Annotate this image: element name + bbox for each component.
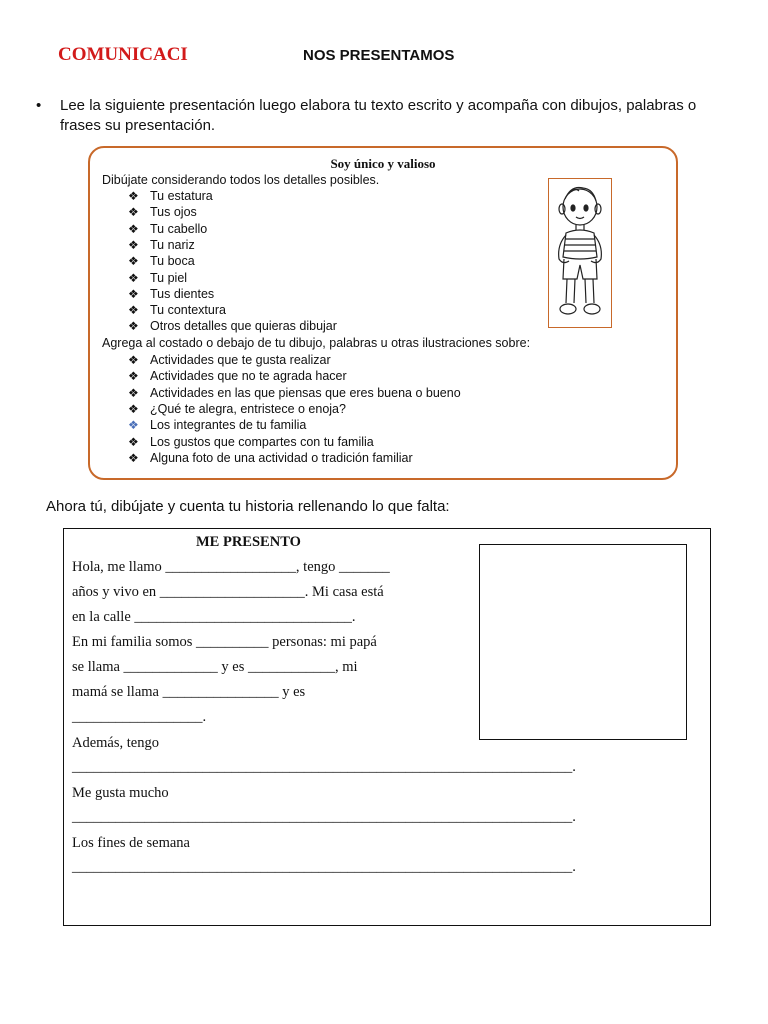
topic-item: ¿Qué te alegra, entristece o enoja? <box>150 401 346 416</box>
form-line: Además, tengo <box>72 735 159 751</box>
box-title: Soy único y valioso <box>330 156 436 171</box>
child-drawing-icon <box>549 179 611 327</box>
bullet-diamond-icon: ❖ <box>128 189 139 203</box>
form-line: en la calle ______________________________. <box>72 609 356 625</box>
form-line: Los fines de semana <box>72 835 190 851</box>
bullet-dot: • <box>36 97 42 114</box>
child-illustration <box>548 178 612 328</box>
instruction-text: Lee la siguiente presentación luego elabora tu texto escrito y acompaña con dibujos, palabras o frases su presentación. <box>60 97 697 134</box>
form-line: mamá se llama ________________ y es <box>72 684 306 700</box>
topic-item: Actividades que te gusta realizar <box>150 353 331 367</box>
form-line: Me gusta mucho <box>72 785 169 801</box>
topic-item: Actividades en las que piensas que eres buena o bueno <box>150 385 461 400</box>
detail-item: Tu contextura <box>150 303 226 318</box>
bullet-diamond-icon: ❖ <box>128 286 139 301</box>
box-intro-2: Agrega al costado o debajo de tu dibujo, palabras u otras ilustraciones sobre: <box>102 336 531 350</box>
subject-heading: COMUNICACI <box>58 44 188 65</box>
bullet-diamond-icon: ❖ <box>128 353 139 367</box>
bullet-diamond-icon: ❖ <box>128 450 139 465</box>
bullet-diamond-icon: ❖ <box>128 385 139 400</box>
bullet-diamond-icon: ❖ <box>128 270 139 285</box>
form-line: _____________________________________________________________________. <box>72 759 576 775</box>
bullet-diamond-icon: ❖ <box>128 418 139 433</box>
form-title: ME PRESENTO <box>196 534 301 550</box>
form-line: Hola, me llamo __________________, tengo _______ <box>72 559 390 575</box>
topic-item: Alguna foto de una actividad o tradición familiar <box>150 450 413 465</box>
detail-item: Tu cabello <box>150 221 208 236</box>
topic-item: Actividades que no te agrada hacer <box>150 369 347 384</box>
bullet-diamond-icon: ❖ <box>128 401 139 416</box>
box-intro: Dibújate considerando todos los detalles posibles. <box>102 173 380 187</box>
info-box <box>88 146 678 480</box>
detail-item: Tu nariz <box>150 237 195 252</box>
instruction-paragraph <box>36 96 726 136</box>
bullet-diamond-icon: ❖ <box>128 434 139 449</box>
topic-item: Los gustos que compartes con tu familia <box>150 434 374 449</box>
bullet-diamond-icon: ❖ <box>128 319 139 334</box>
form-line: _____________________________________________________________________. <box>72 809 576 825</box>
form-line: _____________________________________________________________________. <box>72 859 576 875</box>
topic-item: Los integrantes de tu familia <box>150 418 307 433</box>
prompt-text: Ahora tú, dibújate y cuenta tu historia rellenando lo que falta: <box>46 498 450 515</box>
drawing-box[interactable] <box>479 544 687 740</box>
bullet-diamond-icon: ❖ <box>128 369 139 384</box>
bullet-diamond-icon: ❖ <box>128 237 139 252</box>
bullet-diamond-icon: ❖ <box>128 221 139 236</box>
form-line: años y vivo en ____________________. Mi casa está <box>72 584 384 600</box>
page-title: NOS PRESENTAMOS <box>303 47 455 64</box>
detail-item: Tu piel <box>150 270 188 285</box>
detail-item: Tus ojos <box>150 205 197 220</box>
form-line: __________________. <box>72 709 207 725</box>
form-line: se llama _____________ y es ____________, mi <box>72 659 358 675</box>
detail-item: Tu boca <box>150 254 195 269</box>
bullet-diamond-icon: ❖ <box>128 303 139 318</box>
detail-item: Tus dientes <box>150 286 215 301</box>
bullet-diamond-icon: ❖ <box>128 205 139 220</box>
detail-item: Otros detalles que quieras dibujar <box>150 319 337 334</box>
detail-item: Tu estatura <box>150 189 213 203</box>
bullet-diamond-icon: ❖ <box>128 254 139 269</box>
form-line: En mi familia somos __________ personas: mi papá <box>72 634 377 650</box>
presentation-form <box>63 528 711 926</box>
